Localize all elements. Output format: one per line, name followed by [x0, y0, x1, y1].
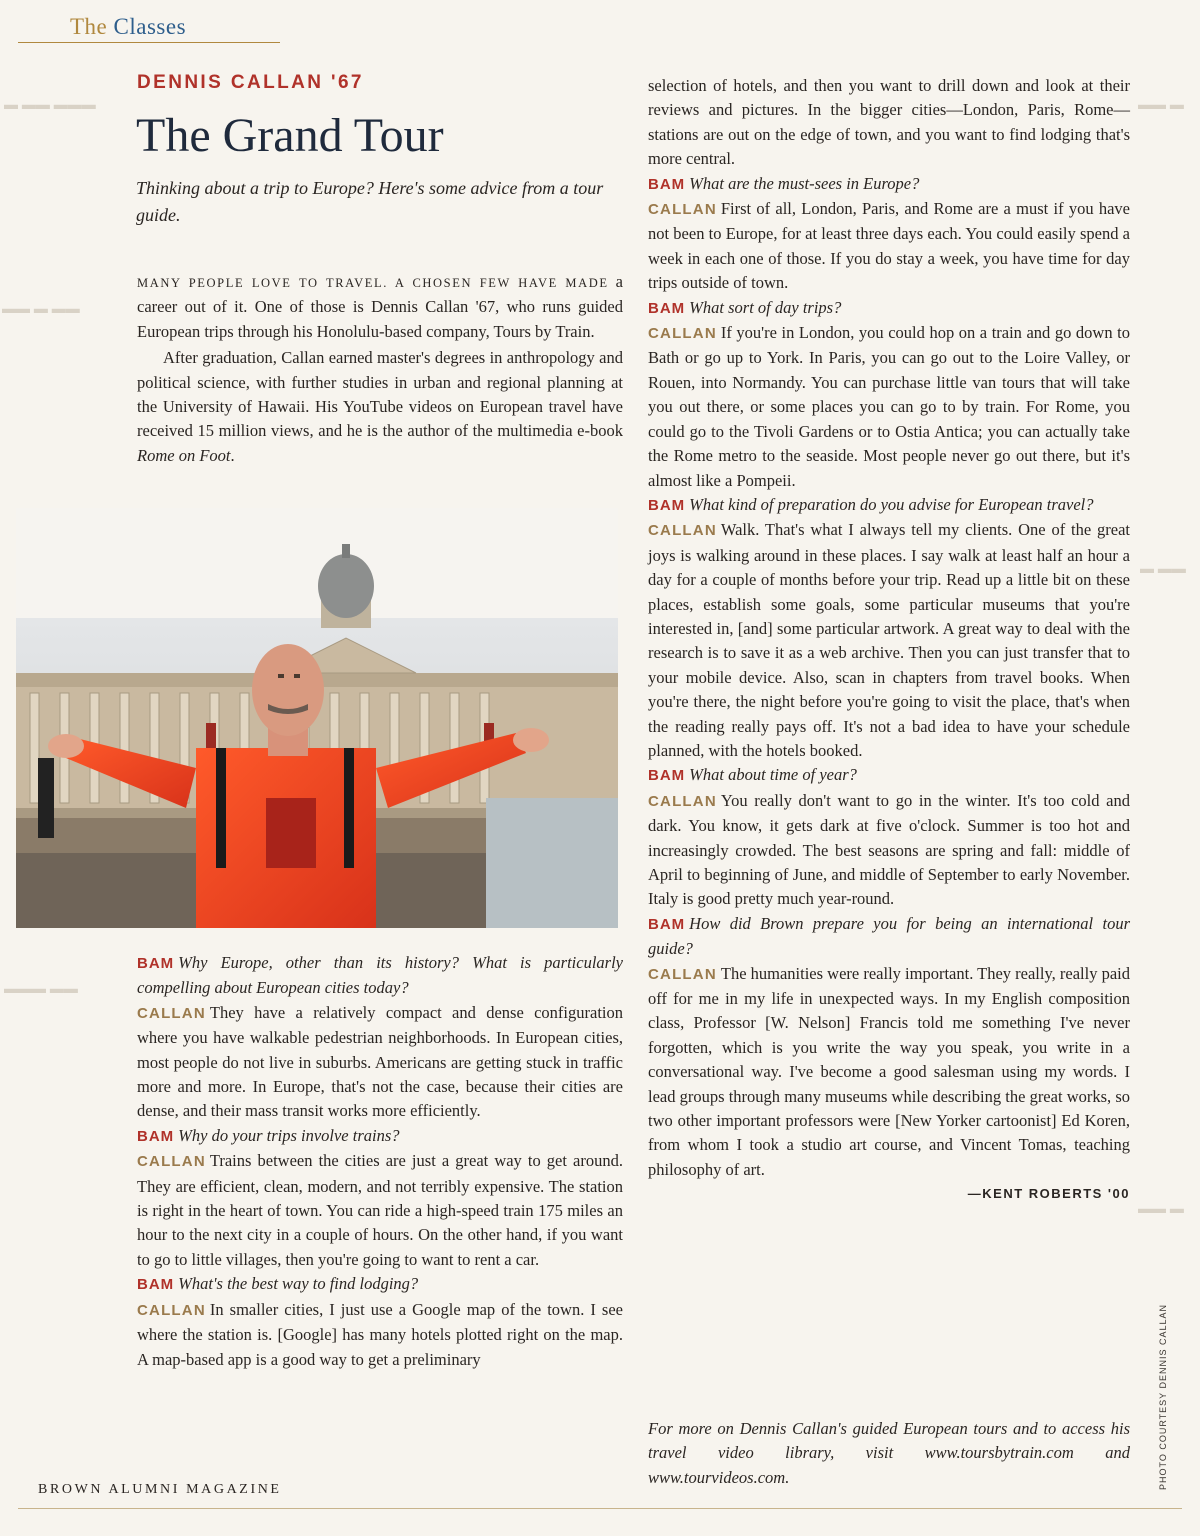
- photo-illustration: [16, 508, 618, 928]
- answer-5: If you're in London, you could hop on a train and go down to Bath or go up to York. In Paris, you can go out to the Loire Valley, or Rouen, into Normandy. You can purchase little van tours that will take you out there, or some places you can go to by train. For Rome, you could go to the Tivoli Gardens or to Ostia Antica; you can actually take the Rome metro to the seaside. Most people never go out there, but it's almost like a Pompeii.: [648, 323, 1130, 490]
- qa-item-5: [648, 296, 1130, 493]
- answer-3: In smaller cities, I just use a Google map of the town. I see where the station is. [Google] has many hotels plotted right on the map. A map-based app is a good way to get a preliminary: [137, 1299, 623, 1369]
- intro-paragraph-1: [137, 270, 623, 344]
- section-label-the: The: [70, 14, 108, 39]
- intro-lead-caps: MANY PEOPLE LOVE TO TRAVEL. A CHOSEN FEW HAVE MADE: [137, 276, 609, 290]
- callan-label: CALLAN: [648, 792, 717, 810]
- question-5: What sort of day trips?: [689, 297, 842, 317]
- magazine-footer: BROWN ALUMNI MAGAZINE: [38, 1482, 282, 1497]
- intro-p2-end: .: [230, 445, 235, 465]
- section-rule: [18, 42, 280, 43]
- article-byline: DENNIS CALLAN '67: [137, 72, 364, 93]
- answer-7: You really don't want to go in the winter. It's too cold and dark. You know, it gets dark at five o'clock. Summer is too hot and increasingly crowded. The best seasons are spring and fall: middle of April to beginning of June, and middle of September to early November. Italy is good pretty much year-round.: [648, 790, 1130, 909]
- intro-p2-text: After graduation, Callan earned master's degrees in anthropology and political science, with further studies in urban and regional planning at the University of Hawaii. His YouTube videos on European travel have received 15 million views, and he is the author of the multimedia e-book: [137, 348, 623, 441]
- author-signoff: —KENT ROBERTS '00: [967, 1186, 1130, 1202]
- question-1: Why Europe, other than its history? What is particularly compelling about European cities today?: [137, 953, 623, 998]
- more-info: [648, 1417, 1130, 1490]
- bottom-rule: [18, 1508, 1182, 1509]
- bam-label: BAM: [137, 1276, 175, 1294]
- photo-trafalgar-square: [16, 508, 618, 928]
- qa-item-8: [648, 912, 1130, 1182]
- answer-6: Walk. That's what I always tell my clients. One of the great joys is walking around in these places. I say walk at least half an hour a day for a couple of months before your trip. Read up a little bit on these places, establish some goals, some particular museums that you're interested in, [and] some particular artwork. A great way to deal with the research is to save it as a web archive. Then you can just transfer that to your mobile device. Also, scan in chapters from travel books. When you're there, the night before you're going to visit the place, that's when the reading really pays off. It's not a bad idea to have your schedule planned, with the hotels booked.: [648, 520, 1130, 760]
- intro-text: a career out of it. One of those is Dennis Callan '67, who runs guided European trips through his Honolulu-based company, Tours by Train.: [137, 272, 623, 341]
- question-4: What are the must-sees in Europe?: [689, 173, 920, 193]
- photo-credit: PHOTO COURTESY DENNIS CALLAN: [1158, 1303, 1168, 1490]
- section-label: [70, 14, 186, 40]
- callan-label: CALLAN: [648, 325, 717, 343]
- question-3: What's the best way to find lodging?: [178, 1274, 419, 1294]
- bam-label: BAM: [648, 767, 686, 785]
- intro-paragraph-2: [137, 346, 623, 468]
- answer-8: The humanities were really important. They really, really paid off for me in my life in unexpected ways. In my English composition class, Professor [W. Nelson] Francis told me something I've never forgotten, which is you write the way you speak, you write in a conversational way. I've become a good salesman using my words. I lead groups through many museums while describing the great works, so two other important professors were [New Yorker cartoonist] Ed Koren, from whom I took a studio art course, and Vincent Tomas, teaching philosophy of art.: [648, 963, 1130, 1179]
- callan-label: CALLAN: [137, 1301, 206, 1319]
- question-2: Why do your trips involve trains?: [178, 1125, 400, 1145]
- article-dek: Thinking about a trip to Europe? Here's some advice from a tour guide.: [136, 178, 604, 225]
- question-6: What kind of preparation do you advise for European travel?: [689, 494, 1094, 514]
- qa-item-6: [648, 493, 1130, 763]
- bleed-through-texture: ▬ ▬▬ ▬▬▬ ▬▬ ▬ ▬▬ ▬▬▬ ▬▬ ▬▬ ▬ ▬ ▬▬ ▬▬ ▬: [2, 96, 1186, 1216]
- qa-item-3: [137, 1272, 623, 1372]
- qa-left-column: [137, 951, 623, 1372]
- qa-right-column: [648, 74, 1130, 1207]
- answer-2: Trains between the cities are just a great way to get around. They are efficient, clean, modern, and not terribly expensive. The station is right in the heart of town. You can ride a high-speed train 175 miles an hour to the next city in a couple of hours. On the other hand, if you want to go to little villages, then you're going to want to rent a car.: [137, 1151, 623, 1269]
- intro-block: [137, 270, 623, 468]
- bam-label: BAM: [648, 915, 686, 933]
- qa-item-2: [137, 1124, 623, 1272]
- bam-label: BAM: [648, 299, 686, 317]
- callan-label: CALLAN: [648, 522, 717, 540]
- section-label-classes: Classes: [113, 14, 187, 39]
- question-8: How did Brown prepare you for being an international tour guide?: [648, 913, 1130, 959]
- bam-label: BAM: [648, 175, 686, 193]
- answer-1: They have a relatively compact and dense configuration where you have walkable pedestrian neighborhoods. In European cities, most people do not live in suburbs. Americans are getting stuck in traffic more and more. In Europe, that's not the case, because their cities are dense, and their mass transit works more efficiently.: [137, 1002, 623, 1121]
- question-7: What about time of year?: [689, 765, 857, 785]
- book-title: Rome on Foot: [137, 445, 231, 465]
- callan-label: CALLAN: [648, 965, 717, 983]
- qa-item-7: [648, 763, 1130, 911]
- callan-label: CALLAN: [648, 201, 717, 219]
- qa-item-4: [648, 172, 1130, 296]
- qa-item-1: [137, 951, 623, 1124]
- more-info-text: For more on Dennis Callan's guided European tours and to access his travel video library, visit www.toursbytrain.com and www.tourvideos.com.: [648, 1419, 1130, 1487]
- bam-label: BAM: [137, 955, 175, 972]
- article-title: The Grand Tour: [136, 109, 444, 162]
- answer-4: First of all, London, Paris, and Rome are a must if you have not been to Europe, for at least three days each. You could easily spend a week in each one of those. If you do stay a week, you have time for day trips outside of town.: [648, 199, 1130, 293]
- bam-label: BAM: [137, 1127, 175, 1145]
- callan-label: CALLAN: [137, 1004, 206, 1022]
- bam-label: BAM: [648, 496, 686, 514]
- callan-label: CALLAN: [137, 1153, 206, 1171]
- lodging-continued: selection of hotels, and then you want to drill down and look at their reviews and pictures. In the bigger cities—London, Paris, Rome—stations are out on the edge of town, and you want to find lodging that's more central.: [648, 76, 1130, 169]
